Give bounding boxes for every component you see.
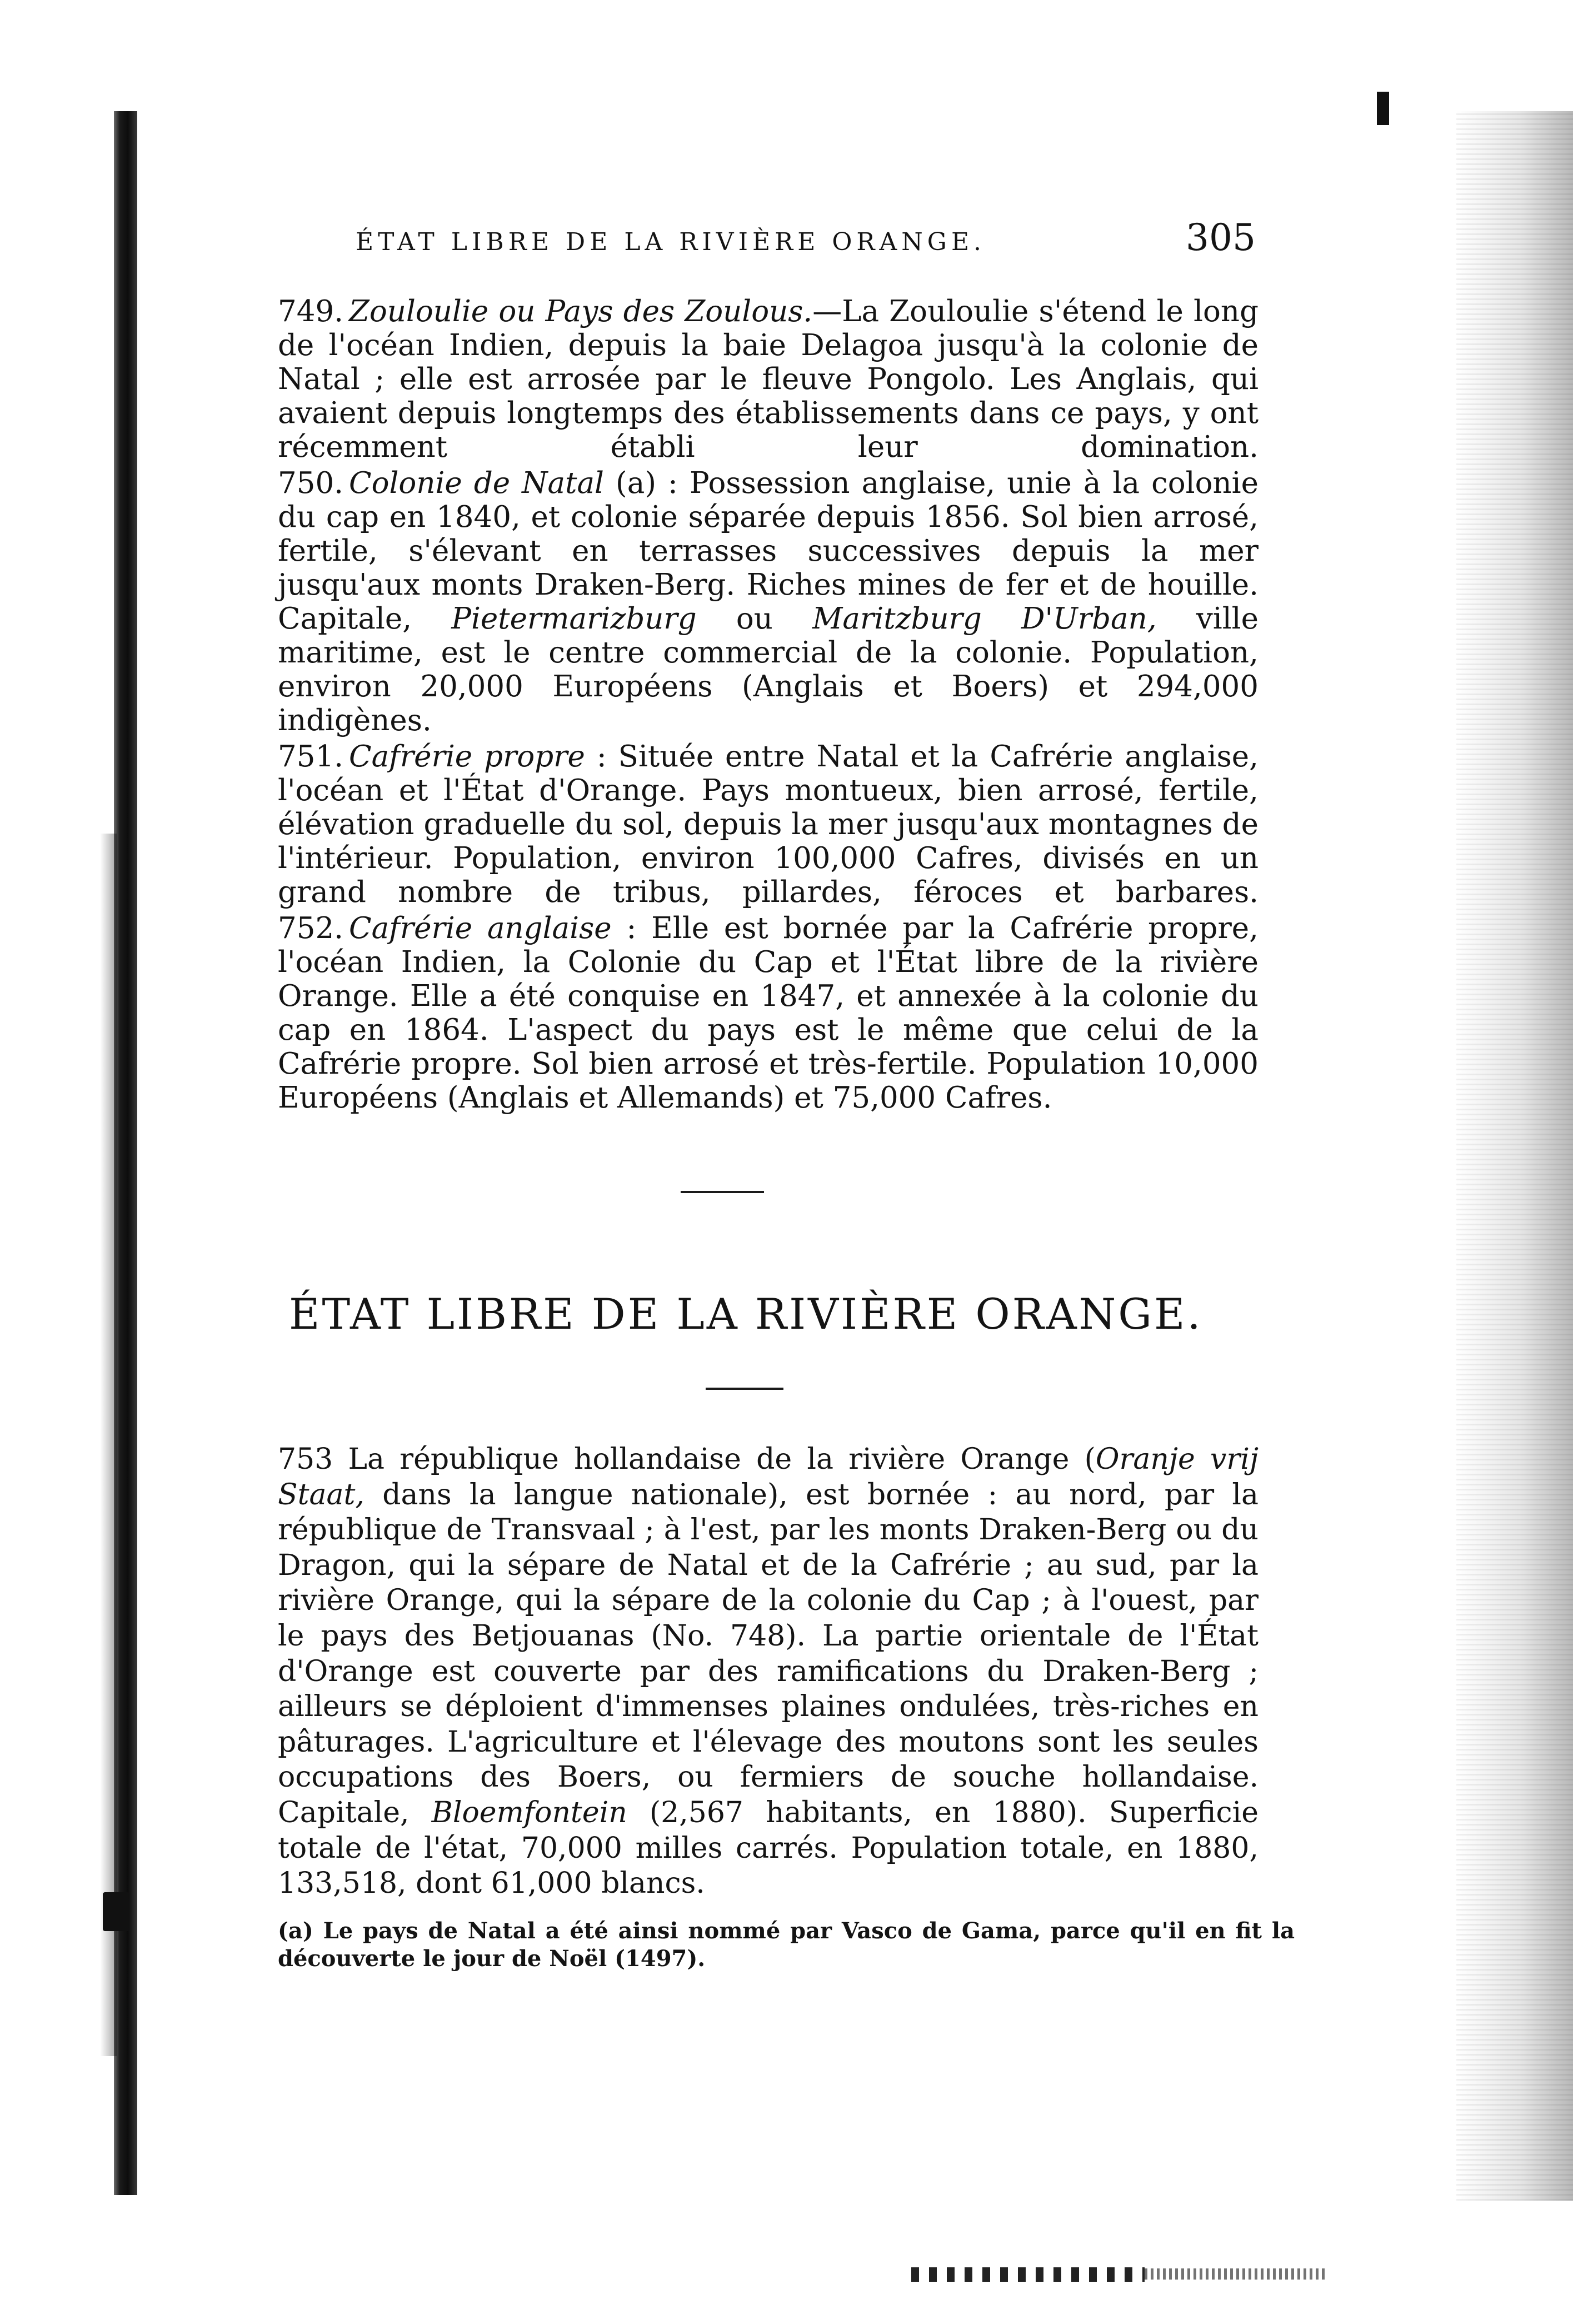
paragraph-752 [236, 911, 1259, 1115]
paragraph-text: : Située entre Natal et la Cafrérie anglaise, l'océan et l'État d'Orange. Pays montueux, bien arrosé, fertile, élévation graduelle du sol, depuis la mer jusqu'aux montagnes de l'intérieur. Population, environ 100,000 Cafres, divisés en un grand nombre de tribus, pillardes, féroces et barbares. [278, 740, 1259, 909]
footnote [236, 1917, 1295, 1973]
binding-edge-shadow [100, 834, 117, 2056]
paragraph-number: 751. [278, 740, 344, 774]
paragraph-753 [236, 1442, 1259, 1902]
paragraph-number: 750. [278, 466, 344, 500]
place-name: Maritzburg D'Urban, [812, 602, 1157, 636]
paragraph-749 [236, 295, 1259, 464]
place-name: Oranje vrij Staat, [278, 1443, 1259, 1512]
scan-specks [911, 2267, 1145, 2282]
page-number: 305 [1186, 216, 1256, 259]
running-title: ÉTAT LIBRE DE LA RIVIÈRE ORANGE. [356, 228, 986, 256]
paragraph-text: ou [696, 602, 813, 636]
paragraph-text: : Elle est bornée par la Cafrérie propre, l'océan Indien, la Colonie du Cap et l'État libre de la rivière Orange. Elle a été conquise en 1847, et annexée à la colonie du cap en 1864. L'aspect du pays est le même que celui de la Cafrérie propre. Sol bien arrosé et très-fertile. Population 10,000 Européens (Anglais et Allemands) et 75,000 Cafres. [278, 911, 1259, 1115]
section-rule-bottom [706, 1388, 783, 1390]
footnote-marker: (a) [278, 1918, 313, 1944]
paragraph-text: (a) : Possession anglaise, unie à la colonie du cap en 1840, et colonie séparée depuis 1856. Sol bien arrosé, fertile, s'élevant en terrasses successives depuis la mer jusqu'aux monts Draken-Berg. Riches mines de fer et de houille. Capitale, [278, 466, 1259, 636]
footnote-text: Le pays de Natal a été ainsi nommé par Vasco de Gama, parce qu'il en fit la découverte le jour de Noël (1497). [278, 1918, 1295, 1972]
running-head [356, 216, 1256, 270]
paragraph-text: —La Zouloulie s'étend le long de l'océan Indien, depuis la baie Delagoa jusqu'à la colonie de Natal ; elle est arrosée par le fleuve Pongolo. Les Anglais, qui avaient depuis longtemps des établissements dans ce pays, y ont récemment établi leur domination. [278, 295, 1259, 464]
paragraph-750 [236, 466, 1259, 737]
paragraph-751 [236, 740, 1259, 909]
scan-specks [1145, 2268, 1328, 2280]
paragraph-title: Cafrérie propre [349, 740, 585, 774]
paragraph-title: Colonie de Natal [349, 466, 604, 500]
section-heading: ÉTAT LIBRE DE LA RIVIÈRE ORANGE. [289, 1289, 1203, 1339]
paragraph-number: 752. [278, 911, 344, 945]
paragraph-text: La république hollandaise de la rivière Orange ( [333, 1443, 1096, 1476]
page-edge-noise [1456, 111, 1573, 2201]
paragraph-text: dans la langue nationale), est bornée : au nord, par la république de Transvaal ; à l'est, par les monts Draken-Berg ou du Dragon, qui la sépare de Natal et de la Cafrérie ; au sud, par la rivière Orange, qui la sépare de la colonie du Cap ; à l'ouest, par le pays des Betjouanas (No. 748). La partie orientale de l'État d'Orange est couverte par des ramifications du Draken-Berg ; ailleurs se déploient d'immenses plaines ondulées, très-riches en pâturages. L'agriculture et l'élevage des moutons sont les seules occupations des Boers, ou fermiers de souche hollandaise. Capitale, [278, 1478, 1259, 1829]
scan-mark [103, 1892, 129, 1931]
paragraph-title: Cafrérie anglaise [349, 911, 612, 945]
section-text [236, 1442, 1259, 1904]
paragraph-number: 753 [278, 1443, 333, 1476]
main-text [236, 295, 1259, 1117]
place-name: Pietermarizburg [451, 602, 697, 636]
scan-mark [1377, 92, 1389, 125]
paragraph-number: 749. [278, 295, 344, 328]
paragraph-text: (2,567 habitants, en 1880). Superficie totale de l'état, 70,000 milles carrés. Population totale, en 1880, 133,518, dont 61,000 blancs. [278, 1796, 1259, 1901]
place-name: Bloemfontein [431, 1796, 627, 1829]
paragraph-title: Zouloulie ou Pays des Zoulous. [349, 295, 813, 328]
paragraph-text: ville maritime, est le centre commercial de la colonie. Population, environ 20,000 Européens (Anglais et Boers) et 294,000 indigènes. [278, 602, 1259, 737]
book-binding-shadow [114, 111, 137, 2195]
section-rule-top [681, 1191, 764, 1193]
